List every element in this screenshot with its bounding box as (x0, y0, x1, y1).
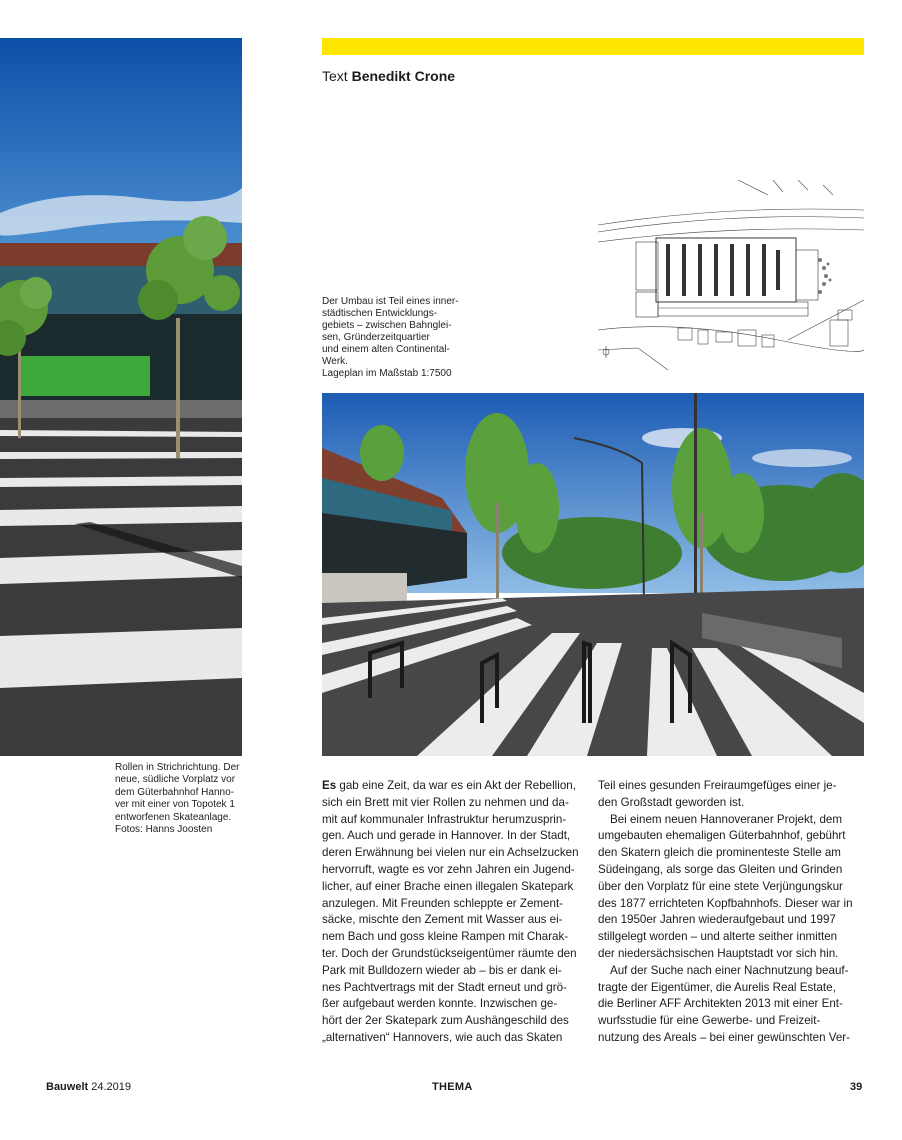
caption-line: sen, Gründerzeitquartier (322, 332, 430, 343)
caption-line: städtischen Entwicklungs- (322, 308, 438, 319)
lead-word: Es (322, 779, 337, 792)
left-photo-skate-plaza (0, 38, 242, 756)
text-line: den 1950er Jahren wiederaufgebaut und 1997 (598, 913, 836, 927)
text-line: licher, auf einer Brache einen illegalen Skatepark (322, 879, 574, 893)
text-line (322, 778, 584, 795)
caption-line: Der Umbau ist Teil eines inner- (322, 296, 459, 307)
text-line: sich ein Brett mit vier Rollen zu nehmen und da- (322, 795, 569, 809)
text-line: nutzung des Areals – bei einer gewünschten Ver- (598, 1030, 851, 1044)
magazine-name: Bauwelt (46, 1081, 89, 1093)
text-line: umgebauten ehemaligen Güterbahnhof, gebührt (598, 829, 846, 843)
text-line: nem Bach und goss kleine Rampen mit Charak- (322, 930, 569, 944)
text-line: mit auf kommunaler Infrastruktur herumzusprin- (322, 812, 567, 826)
footer-magazine-issue (46, 1081, 131, 1093)
text-line: hervorruft, wagte es vor zehn Jahren ein Jugend- (322, 862, 575, 876)
text-line: gen. Auch und gerade in Hannover. In der Stadt, (322, 829, 571, 843)
caption-line: Rollen in Strichrichtung. Der (115, 762, 240, 773)
main-photo-vorplatz (322, 393, 864, 756)
text-line: „alternativen“ Hannovers, wie auch das Skaten (322, 1030, 563, 1044)
caption-line: Fotos: Hanns Joosten (115, 824, 213, 836)
text-line: Teil eines gesunden Freiraumgefüges einer je- (598, 779, 837, 792)
text-line: der niedersächsischen Hauptstadt vor sich hin. (598, 946, 839, 960)
page-number: 39 (850, 1081, 863, 1093)
text-line: nes Pachtvertrags mit der Stadt erneut und grö- (322, 980, 567, 994)
text-line: anzulegen. Mit Freunden schleppte er Zement- (322, 896, 564, 910)
text-line: über den Vorplatz für eine stete Verjüngungskur (598, 879, 843, 893)
text-line: Auf der Suche nach einer Nachnutzung beauf- (610, 963, 849, 977)
text-line: hört der 2er Skatepark zum Aushängeschild des (322, 1014, 569, 1028)
text-line: die Berliner AFF Architekten 2013 mit einer Ent- (598, 997, 843, 1011)
author-name: Benedikt Crone (351, 68, 456, 84)
text-line: säcke, mischte den Zement mit Wasser aus ei- (322, 913, 563, 927)
text-line: den Großstadt geworden ist. (598, 795, 745, 809)
caption-line: und einem alten Continental- (322, 344, 450, 355)
photo-caption (115, 762, 250, 836)
caption-line: Lageplan im Maßstab 1:7500 (322, 368, 452, 379)
article-column-right (598, 778, 860, 1047)
caption-line: gebiets – zwischen Bahnglei- (322, 320, 452, 331)
text-line: ßer aufgebaut werden konnte. Inzwischen ge- (322, 997, 558, 1011)
caption-line: entworfenen Skateanlage. (115, 811, 232, 823)
text-line: ter. Doch der Grundstückseigentümer räumte den (322, 946, 577, 960)
accent-bar (322, 38, 864, 55)
text-line: deren Erwähnung bei vielen nur ein Achselzucken (322, 846, 579, 860)
text-fragment: gab eine Zeit, da war es ein Akt der Rebellion, (336, 779, 576, 792)
text-line: wurfsstudie für eine Gewerbe- und Freizeit- (598, 1014, 821, 1028)
footer-section: THEMA (432, 1081, 473, 1093)
issue-number: 24.2019 (91, 1081, 132, 1093)
author-prefix: Text (322, 68, 348, 84)
caption-line: neue, südliche Vorplatz vor (115, 774, 236, 786)
text-line: Südeingang, als sorge das Gleiten und Grinden (598, 862, 843, 876)
text-line: Bei einem neuen Hannoveraner Projekt, dem (610, 812, 843, 826)
article-column-left (322, 778, 584, 1047)
caption-line: ver mit einer von Topotek 1 (115, 799, 235, 811)
site-plan-caption (322, 296, 472, 380)
text-line: tragte der Eigentümer, die Aurelis Real Estate, (598, 980, 836, 994)
text-line: den Skatern gleich die prominenteste Stelle am (598, 846, 841, 860)
caption-line: dem Güterbahnhof Hanno- (115, 786, 234, 798)
text-line: stillgelegt worden – und alterte seither inmitten (598, 930, 838, 944)
author-line (322, 68, 455, 84)
caption-line: Werk. (322, 356, 348, 367)
text-line: Park mit Bulldozern wieder ab – bis er dank ei- (322, 963, 562, 977)
text-line: des 1877 errichteten Kopfbahnhofs. Dieser war in (598, 896, 853, 910)
site-plan-drawing (598, 180, 864, 370)
